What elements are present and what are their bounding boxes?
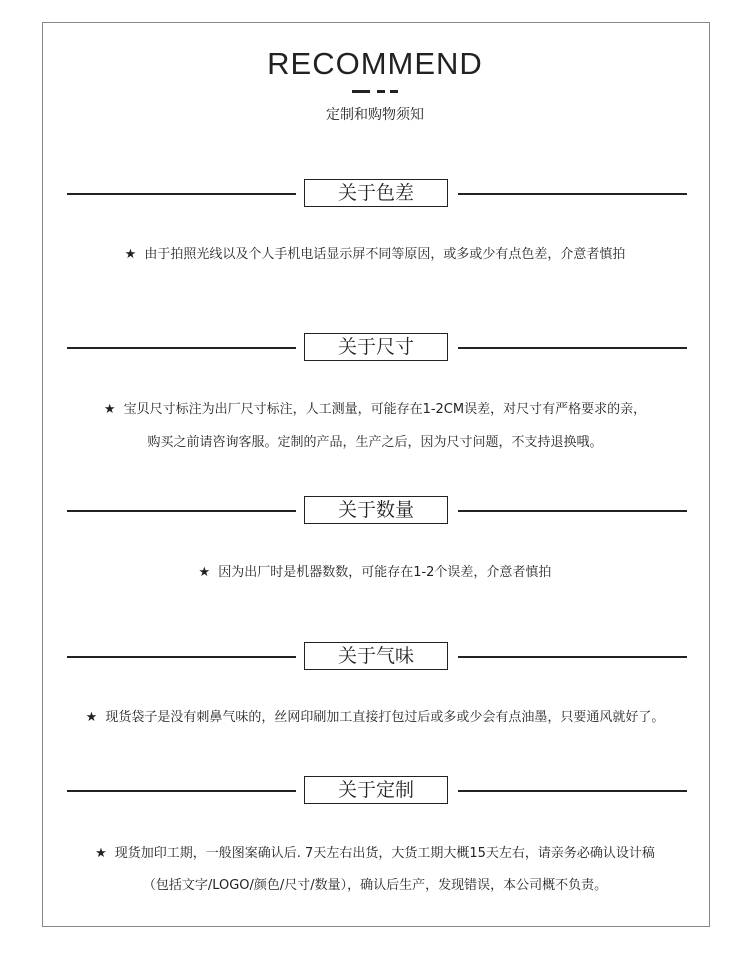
section-heading-quantity [0, 496, 750, 526]
section-title: 关于数量 [304, 496, 448, 524]
divider-line [67, 193, 296, 195]
note-line: 由于拍照光线以及个人手机电话显示屏不同等原因，或多或少有点色差，介意者慎拍 [144, 247, 626, 262]
note-line: （包括文字/LOGO/颜色/尺寸/数量），确认后生产，发现错误，本公司概不负责。 [142, 878, 608, 893]
section-text-color [0, 247, 750, 263]
section-heading-color [0, 179, 750, 209]
section-text-size-line-2 [0, 435, 750, 451]
divider-line [67, 347, 296, 349]
note-line: 现货加印工期，一般图案确认后. 7天左右出货，大货工期大概15天左右，请亲务必确认设计稿 [114, 846, 655, 861]
divider-line [67, 790, 296, 792]
section-heading-custom [0, 776, 750, 806]
note-line: 因为出厂时是机器数数，可能存在1-2个误差，介意者慎拍 [218, 565, 552, 580]
note-line: 宝贝尺寸标注为出厂尺寸标注，人工测量，可能存在1-2CM误差，对尺寸有严格要求的亲， [123, 402, 647, 417]
section-heading-odor [0, 642, 750, 672]
star-icon: ★ [124, 247, 137, 262]
divider-line [67, 656, 296, 658]
divider-line [458, 193, 687, 195]
divider-line [67, 510, 296, 512]
section-text-custom-line-2 [0, 878, 750, 894]
section-title: 关于气味 [304, 642, 448, 670]
title-underline-dash [352, 90, 370, 93]
divider-line [458, 790, 687, 792]
page-subtitle: 定制和购物须知 [326, 107, 424, 123]
section-text-odor [0, 710, 750, 726]
section-title: 关于尺寸 [304, 333, 448, 361]
star-icon: ★ [198, 565, 211, 580]
section-text-custom-line-1 [0, 846, 750, 862]
section-heading-size [0, 333, 750, 363]
note-line: 现货袋子是没有刺鼻气味的，丝网印刷加工直接打包过后或多或少会有点油墨，只要通风就好了。 [105, 710, 665, 725]
star-icon: ★ [103, 402, 116, 417]
section-text-size-line-1 [0, 402, 750, 418]
divider-line [458, 656, 687, 658]
divider-line [458, 510, 687, 512]
star-icon: ★ [85, 710, 98, 725]
page-title: RECOMMEND [267, 46, 483, 81]
section-title: 关于色差 [304, 179, 448, 207]
title-underline-dash [390, 90, 398, 93]
note-line: 购买之前请咨询客服。定制的产品，生产之后，因为尺寸问题，不支持退换哦。 [147, 435, 603, 450]
title-underline-dash [377, 90, 385, 93]
star-icon: ★ [95, 846, 107, 861]
section-text-quantity [0, 565, 750, 581]
divider-line [458, 347, 687, 349]
section-title: 关于定制 [304, 776, 448, 804]
